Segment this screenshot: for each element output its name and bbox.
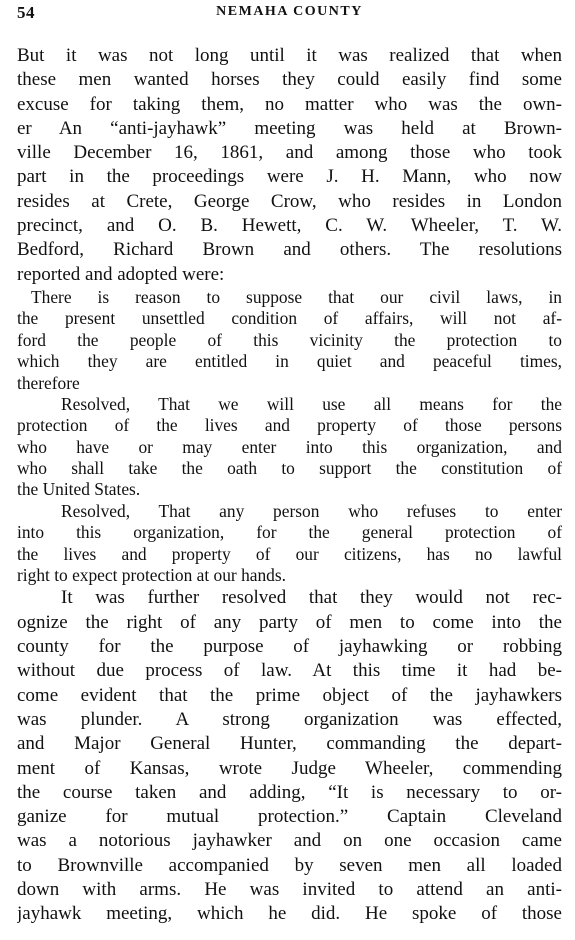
text-line: precinct, and O. B. Hewett, C. W. Wheeler, T. W. xyxy=(17,215,562,237)
paragraph xyxy=(17,394,562,501)
text-line: who shall take the oath to support the constitution of xyxy=(17,458,562,479)
text-line: was a notorious jayhawker and on one occasion came xyxy=(17,830,562,852)
text-line: part in the proceedings were J. H. Mann, who now xyxy=(17,166,562,188)
text-line: who have or may enter into this organization, and xyxy=(17,436,562,457)
text-line: It was further resolved that they would not rec- xyxy=(61,587,562,609)
text-line: the course taken and adding, “It is necessary to or- xyxy=(17,781,562,803)
text-line: without due process of law. At this time it had be- xyxy=(17,660,562,682)
text-line: excuse for taking them, no matter who was the own- xyxy=(17,93,562,115)
page-body xyxy=(17,44,562,927)
text-line: er An “anti-jayhawk” meeting was held at Brown- xyxy=(17,117,562,139)
paragraph xyxy=(17,44,562,287)
text-line: resides at Crete, George Crow, who resides in London xyxy=(17,190,562,212)
text-line: to Brownville accompanied by seven men all loaded xyxy=(17,854,562,876)
paragraph xyxy=(17,586,562,926)
text-line: the present unsettled condition of affairs, will not af- xyxy=(17,308,562,329)
text-line: therefore xyxy=(17,372,80,393)
text-line: these men wanted horses they could easily find some xyxy=(17,69,562,91)
text-line: into this organization, for the general protection of xyxy=(17,522,562,543)
paragraph xyxy=(17,287,562,394)
running-head: NEMAHA COUNTY xyxy=(216,4,363,19)
text-line: jayhawk meeting, which he did. He spoke of those xyxy=(17,903,562,925)
text-line: ognize the right of any party of men to come into the xyxy=(17,611,562,633)
text-line: right to expect protection at our hands. xyxy=(17,565,286,586)
text-line: the United States. xyxy=(17,479,141,500)
text-line: ganize for mutual protection.” Captain Cleveland xyxy=(17,806,562,828)
page-number: 54 xyxy=(17,3,35,22)
text-line: reported and adopted were: xyxy=(17,263,225,285)
text-line: the lives and property of our citizens, has no lawful xyxy=(17,543,562,564)
text-line: which they are entitled in quiet and peaceful times, xyxy=(17,351,562,372)
text-line: Bedford, Richard Brown and others. The resolutions xyxy=(17,239,562,261)
text-line: come evident that the prime object of the jayhawkers xyxy=(17,684,562,706)
text-line: ville December 16, 1861, and among those who took xyxy=(17,142,562,164)
text-line: ment of Kansas, wrote Judge Wheeler, commending xyxy=(17,757,562,779)
text-line: Resolved, That we will use all means for the xyxy=(61,393,562,414)
text-line: was plunder. A strong organization was effected, xyxy=(17,708,562,730)
text-line: protection of the lives and property of those persons xyxy=(17,415,562,436)
page-header xyxy=(17,3,562,23)
text-line: and Major General Hunter, commanding the depart- xyxy=(17,733,562,755)
paragraph xyxy=(17,501,562,587)
text-line: down with arms. He was invited to attend an anti- xyxy=(17,879,562,900)
text-line: Resolved, That any person who refuses to enter xyxy=(61,500,562,521)
text-line: county for the purpose of jayhawking or robbing xyxy=(17,636,562,658)
text-line: There is reason to suppose that our civil laws, in xyxy=(31,286,562,307)
text-line: But it was not long until it was realized that when xyxy=(17,45,562,66)
text-line: ford the people of this vicinity the protection to xyxy=(17,329,562,350)
